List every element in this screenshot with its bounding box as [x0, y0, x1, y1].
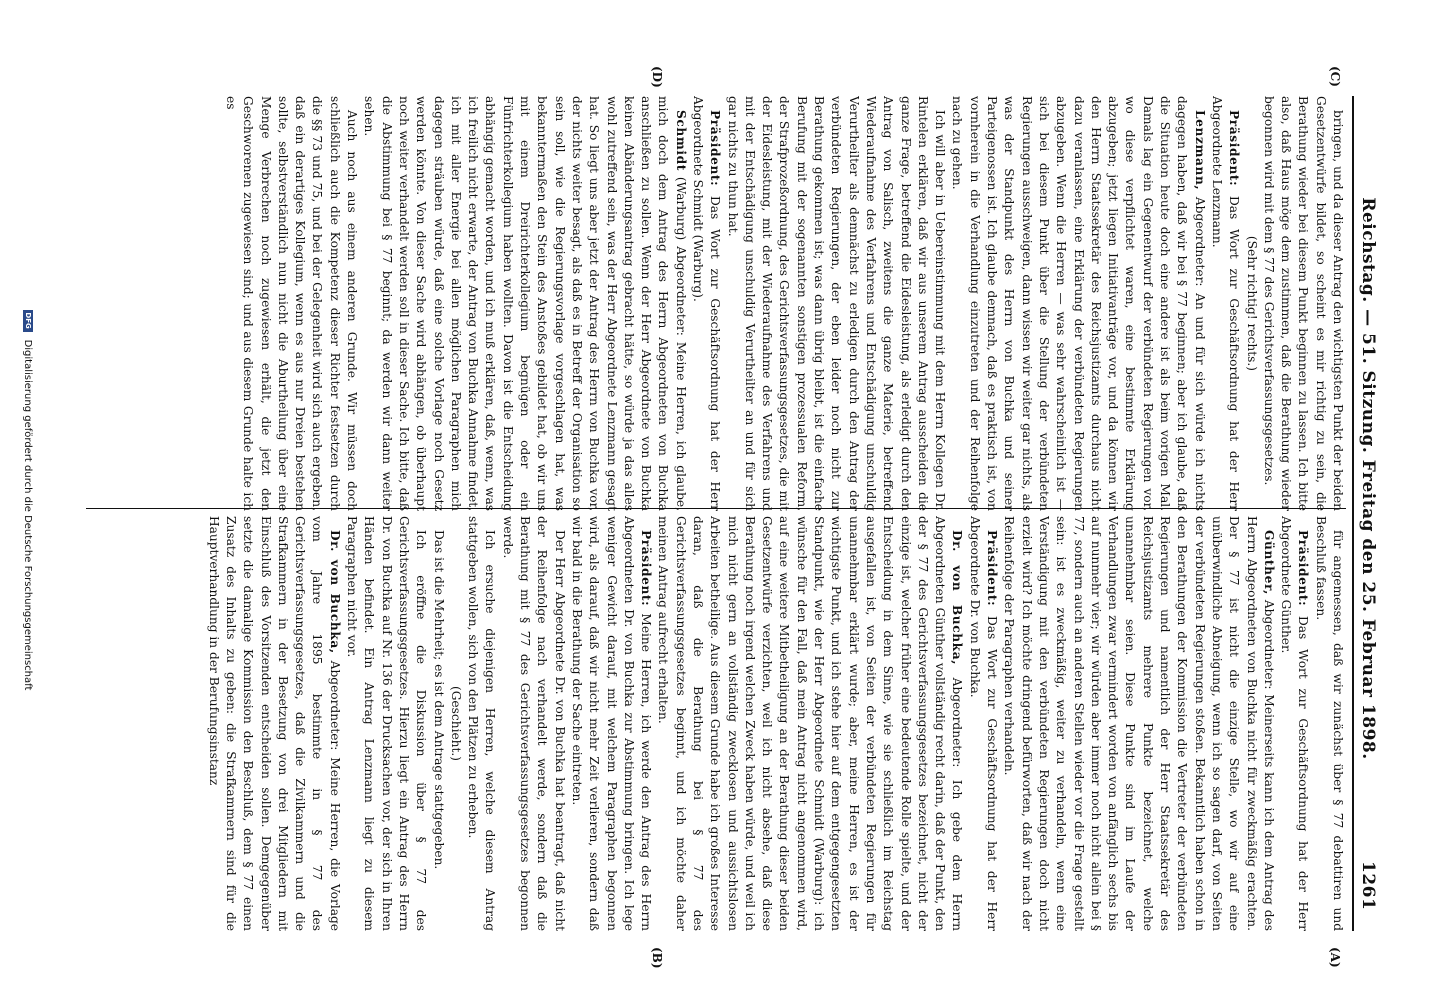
paragraph	[948, 96, 1207, 511]
paragraph-text: Das Wort zur Geschäftsordnung hat der Herr Abgeordnete Schmidt (Warburg).	[691, 96, 723, 511]
column-divider	[86, 508, 1346, 509]
paragraph-text: (Warburg) Abgeordneter: Meine Herren, ich glaube, mich doch dem Antrag des Herrn Abgeordneten von Buchka anschließen zu sollen. Wenn der Herr Abgeordnete von Buchka keinen Abänderungsantrag gebracht hätte, so würde ja das alles wohl zutreffend sein, was der Herr Abgeordnete Lenzmann gesagt hat. So liegt uns aber jetzt der Antrag des Herrn von Buchka vor, der nichts weiter besagt, als daß es in Betreff der Organisation so sein soll, wie die Regierungsvorlage vorgeschlagen hat, was bekanntermaßen den Stein des Anstoßes gebildet hat, ob wir uns mit einem Dreirichterkollegium begnügen oder ein Fünfrichterkollegium haben wollten. Davon ist die Entscheidung abhängig gemacht worden, und ich muß erklären, daß, wenn, was ich freilich nicht erwarte, der Antrag von Buchka Annahme findet, ich mit aller Energie bei allen möglichen Paragraphen mich dagegen sträuben würde, daß eine solche Vorlage noch Gesetz werden könnte. Von dieser Sache wird abhängen, ob überhaupt noch weiter verhandelt werden soll in dieser Sache. Ich bitte, daß die Abstimmung bei § 77 beginnt; da werden wir dann weiter sehen.	[362, 96, 688, 511]
paragraph	[222, 96, 360, 511]
margin-mark-c: (C)	[1328, 66, 1342, 87]
footer	[0, 0, 56, 1000]
paragraph	[689, 96, 724, 511]
page-title: Reichstag. — 51. Sitzung. Freitag den 25. Februar 1898.	[1358, 197, 1378, 760]
dfg-logo: DFG	[23, 310, 33, 332]
paragraph	[723, 96, 948, 511]
left-column	[86, 96, 1346, 511]
paragraph-text: Abgeordneter: Meine Herren, die Vorlage vom Jahre 1895 bestimmte in § 77 des Gerichtsverfassungsgesetzes, daß die Zivilkammern und die Strafkammern in der Besetzung von drei Mitgliedern mit Einschluß des Vorsitzenden entscheiden sollen. Demgegenüber setzte die damalige Kommission den Beschluß, dem § 77 einen Zusatz des Inhalts zu geben: die Strafkammern sind für die Hauptverhandlung in der Berufungsinstanz	[206, 516, 342, 931]
paragraph-text: Ich eröffne die Diskussion über § 77 des Gerichtsverfassungsgesetzes. Hierzu liegt ein Antrag des Herrn Dr. von Buchka auf Nr. 136 der Drucksachen vor, der sich in Ihren Händen befindet. Ein Antrag Lenzmann liegt zu diesem Paragraphen nicht vor.	[345, 516, 429, 931]
paragraph	[1277, 516, 1312, 931]
paragraph-text: Das Wort zur Geschäftsordnung hat der Herr Abgeordnete Lenzmann.	[1209, 96, 1242, 511]
paragraph	[654, 516, 965, 931]
paragraph	[965, 516, 1000, 931]
speaker-name: Dr. von Buchka,	[950, 530, 965, 666]
paragraph	[429, 516, 446, 931]
speaker-name: Günther,	[1261, 530, 1276, 595]
paragraph-text: (Geschieht.)	[448, 685, 463, 762]
paragraph	[447, 516, 464, 931]
paragraph	[1260, 96, 1346, 511]
speaker-name: Schmidt	[673, 110, 688, 171]
paragraph-text: Das Wort zur Geschäftsordnung hat der Herr Abgeordnete Dr. von Buchka.	[967, 516, 1000, 931]
paragraph-text: Abgeordneter: An und für sich würde ich nichts dagegen haben, daß wir bei § 77 beginnen; aber ich glaube, daß die Situation heute doch eine andere ist als beim vorigen Mal. Damals lag ein Gegenentwurf der verbündeten Regierungen vor, wo diese verpflichtet waren, eine bestimmte Erklärung abzugeben; jetzt liegen Initiativanträge vor, und da können wir den Herrn Staatssekretär des Reichsjustizamts durchaus nicht dazu veranlassen, eine Erklärung der verbündeten Regierungen abzugeben. Wenn die Herren — was sehr wahrscheinlich ist — sich bei diesem Punkt über die Stellung der verbündeten Regierungen ausschweigen, dann wissen wir weiter gar nichts, als was der Standpunkt des Herrn von Buchka und seiner Parteigenossen ist. Ich glaube demnach, daß es praktisch ist, von vornherein in die Verhandlung einzutreten und der Reihenfolge nach zu gehen.	[950, 96, 1207, 511]
paragraph-text: Abgeordneter: Meinerseits kann ich dem Antrag des Herrn Abgeordneten von Buchka nicht für zweckmäßig erachten. Der § 77 ist nicht die einzige Stelle, wo wir auf eine unüberwindliche Abneigung, wenn ich so sagen darf, von Seiten der verbündeten Regierungen stoßen. Bekanntlich haben schon in den Berathungen der Kommission die Vertreter der verbündeten Regierungen und namentlich der Herr Staatssekretär des Reichsjustizamts mehrere Punkte bezeichnet, welche unannehmbar seien. Diese Punkte sind im Laufe der Verhandlungen zwar vermindert worden von anfänglich sechs bis auf nunmehr vier; wir würden aber immer noch nicht allein bei § 77, sondern auch an anderen Stellen wieder vor die Frage gestellt sein: ist es zweckmäßig, weiter zu verhandeln, wenn eine Verständigung mit den verbündeten Regierungen doch nicht erzielt wird? Ich möchte dringend befürworten, daß wir nach der Reihenfolge der Paragraphen verhandeln.	[1002, 516, 1276, 931]
speaker-name: Präsident:	[1296, 530, 1311, 607]
paragraph-text: Auch noch aus einem anderen Grunde. Wir müssen doch schließlich auch die Kompetenz dieser Richter festsetzen durch die §§ 73 und 75, und bei der Gelegenheit wird sich auch ergeben, daß ein derartiges Kollegium, wenn es aus nur Dreien bestehen sollte, selbstverständlich nun nicht die Aburtheilung über eine Menge Verbrechen noch zugewiesen erhält, die jetzt den Geschworenen zugewiesen sind; und aus diesem Grunde halte ich es	[224, 96, 360, 511]
right-column	[86, 516, 1346, 931]
paragraph-text: Meine Herren, ich werde den Antrag des Herrn Abgeordneten Dr. von Buchka zur Abstimmung bringen. Ich lege weniger Gewicht darauf, mit welchem Paragraphen begonnen wird, als darauf, daß wir nicht mehr Zeit verlieren, sondern daß wir bald in die Berathung der Sache eintreten.	[569, 516, 654, 931]
paragraph	[464, 516, 499, 931]
footer-credit: Digitalisierung gefördert durch die Deutsche Forschungsgemeinschaft	[22, 339, 34, 691]
paragraph	[1242, 96, 1259, 511]
margin-mark-b: (B)	[650, 947, 664, 969]
paragraph	[568, 516, 654, 931]
page-number: 1261	[1358, 861, 1378, 911]
paragraph-text: für angemessen, daß wir zunächst über § 77 debattiren und Beschluß fassen.	[1313, 516, 1345, 931]
margin-mark-a: (A)	[1328, 947, 1342, 968]
paragraph-text: Abgeordneter: Ich gebe dem Herrn Abgeordneten Günther vollständig recht darin, daß der Punkt, den der § 77 des Gerichtsverfassungsgesetzes bezeichnet, nicht der einzige ist, welcher früher eine bedeutende Rolle spielte, und der Entscheidung in dem Sinne, wie sie schließlich im Reichstag ausgefallen ist, von Seiten der verbündeten Regierungen für unannehmbar erklärt wurde; aber, meine Herren, es ist der wichtigste Punkt, und ich stehe hier auf dem entgegengesetzten Standpunkt, wie der Herr Abgeordnete Schmidt (Warburg): ich wünsche für den Fall, daß mein Antrag nicht angenommen wird, auf eine weitere Mitbetheiligung an der Berathung dieser beiden Gesetzentwürfe verzichten, weil ich nicht absehe, daß diese Berathung noch irgend welchen Zweck haben würde, und weil ich mich nicht gern an vollständig zwecklosen und aussichtslosen Arbeiten betheilige. Aus diesem Grunde habe ich großes Interesse daran, daß die Berathung bei § 77 des Gerichtsverfassungsgesetzes beginnt, und ich möchte daher meinen Antrag aufrecht erhalten.	[656, 516, 965, 931]
paragraph-text: Der Herr Abgeordnete Dr. von Buchka hat beantragt, daß nicht der Reihenfolge nach verhandelt werde, sondern daß die Berathung mit § 77 des Gerichtsverfassungsgesetzes begonnen werde.	[500, 516, 567, 931]
speaker-name: Präsident:	[639, 530, 654, 607]
paragraph	[498, 516, 567, 931]
paragraph-text: (Sehr richtig! rechts.)	[1244, 235, 1259, 372]
paragraph	[360, 96, 689, 511]
speaker-name: Präsident:	[1227, 110, 1242, 187]
paragraph-text: Ich will aber in Uebereinstimmung mit dem Herrn Kollegen Dr. Rintelen erklären, daß wir aus unserem Antrag ausscheiden die ganze Frage, betreffend die Eidesleistung, als erledigt durch den Antrag von Salisch, zweitens die ganze Materie, betreffend Wiederaufnahme des Verfahrens und Entschädigung unschuldig Verurtheilter als demnächst zu erledigen durch den Antrag der verbündeten Regierungen, der eben leider noch nicht zur Berathung gekommen ist; was dann übrig bleibt, ist die einfache Berufung mit der sogenannten sonstigen prozessualen Reform, der Strafprozeßordnung, des Gerichtsverfassungsgesetzes, die mit der Eidesleistung, mit der Wiederaufnahme des Verfahrens und mit der Entschädigung unschuldig Verurtheilter an und für sich gar nichts zu thun hat.	[725, 96, 948, 511]
paragraph-text: bringen, und da dieser Antrag den wichtigsten Punkt der beiden Gesetzentwürfe bildet, so scheint es mir richtig zu sein, die Berathung wieder bei diesem Punkt beginnen zu lassen. Ich bitte also, daß Haus möge dem zustimmen, daß die Berathung wieder begonnen wird mit dem § 77 des Gerichtsverfassungsgesetzes.	[1261, 96, 1345, 511]
speaker-name: Dr. von Buchka,	[327, 530, 342, 654]
speaker-name: Präsident:	[985, 530, 1000, 607]
paragraph-text: Das ist die Mehrheit; es ist dem Antrage stattgegeben.	[431, 530, 446, 870]
paragraph-text: Ich ersuche diejenigen Herren, welche diesem Antrag stattgeben wollen, sich von den Plätzen zu erheben.	[466, 516, 498, 931]
paragraph-text: Das Wort zur Geschäftsordnung hat der Herr Abgeordnete Günther.	[1279, 516, 1311, 931]
speaker-name: Lenzmann,	[1192, 110, 1207, 191]
margin-mark-d: (D)	[650, 66, 664, 88]
paragraph	[343, 516, 429, 931]
paragraph	[1208, 96, 1243, 511]
page-header	[1352, 96, 1382, 931]
paragraph	[204, 516, 342, 931]
paragraph	[1000, 516, 1277, 931]
paragraph	[1311, 516, 1346, 931]
speaker-name: Präsident:	[708, 110, 723, 187]
